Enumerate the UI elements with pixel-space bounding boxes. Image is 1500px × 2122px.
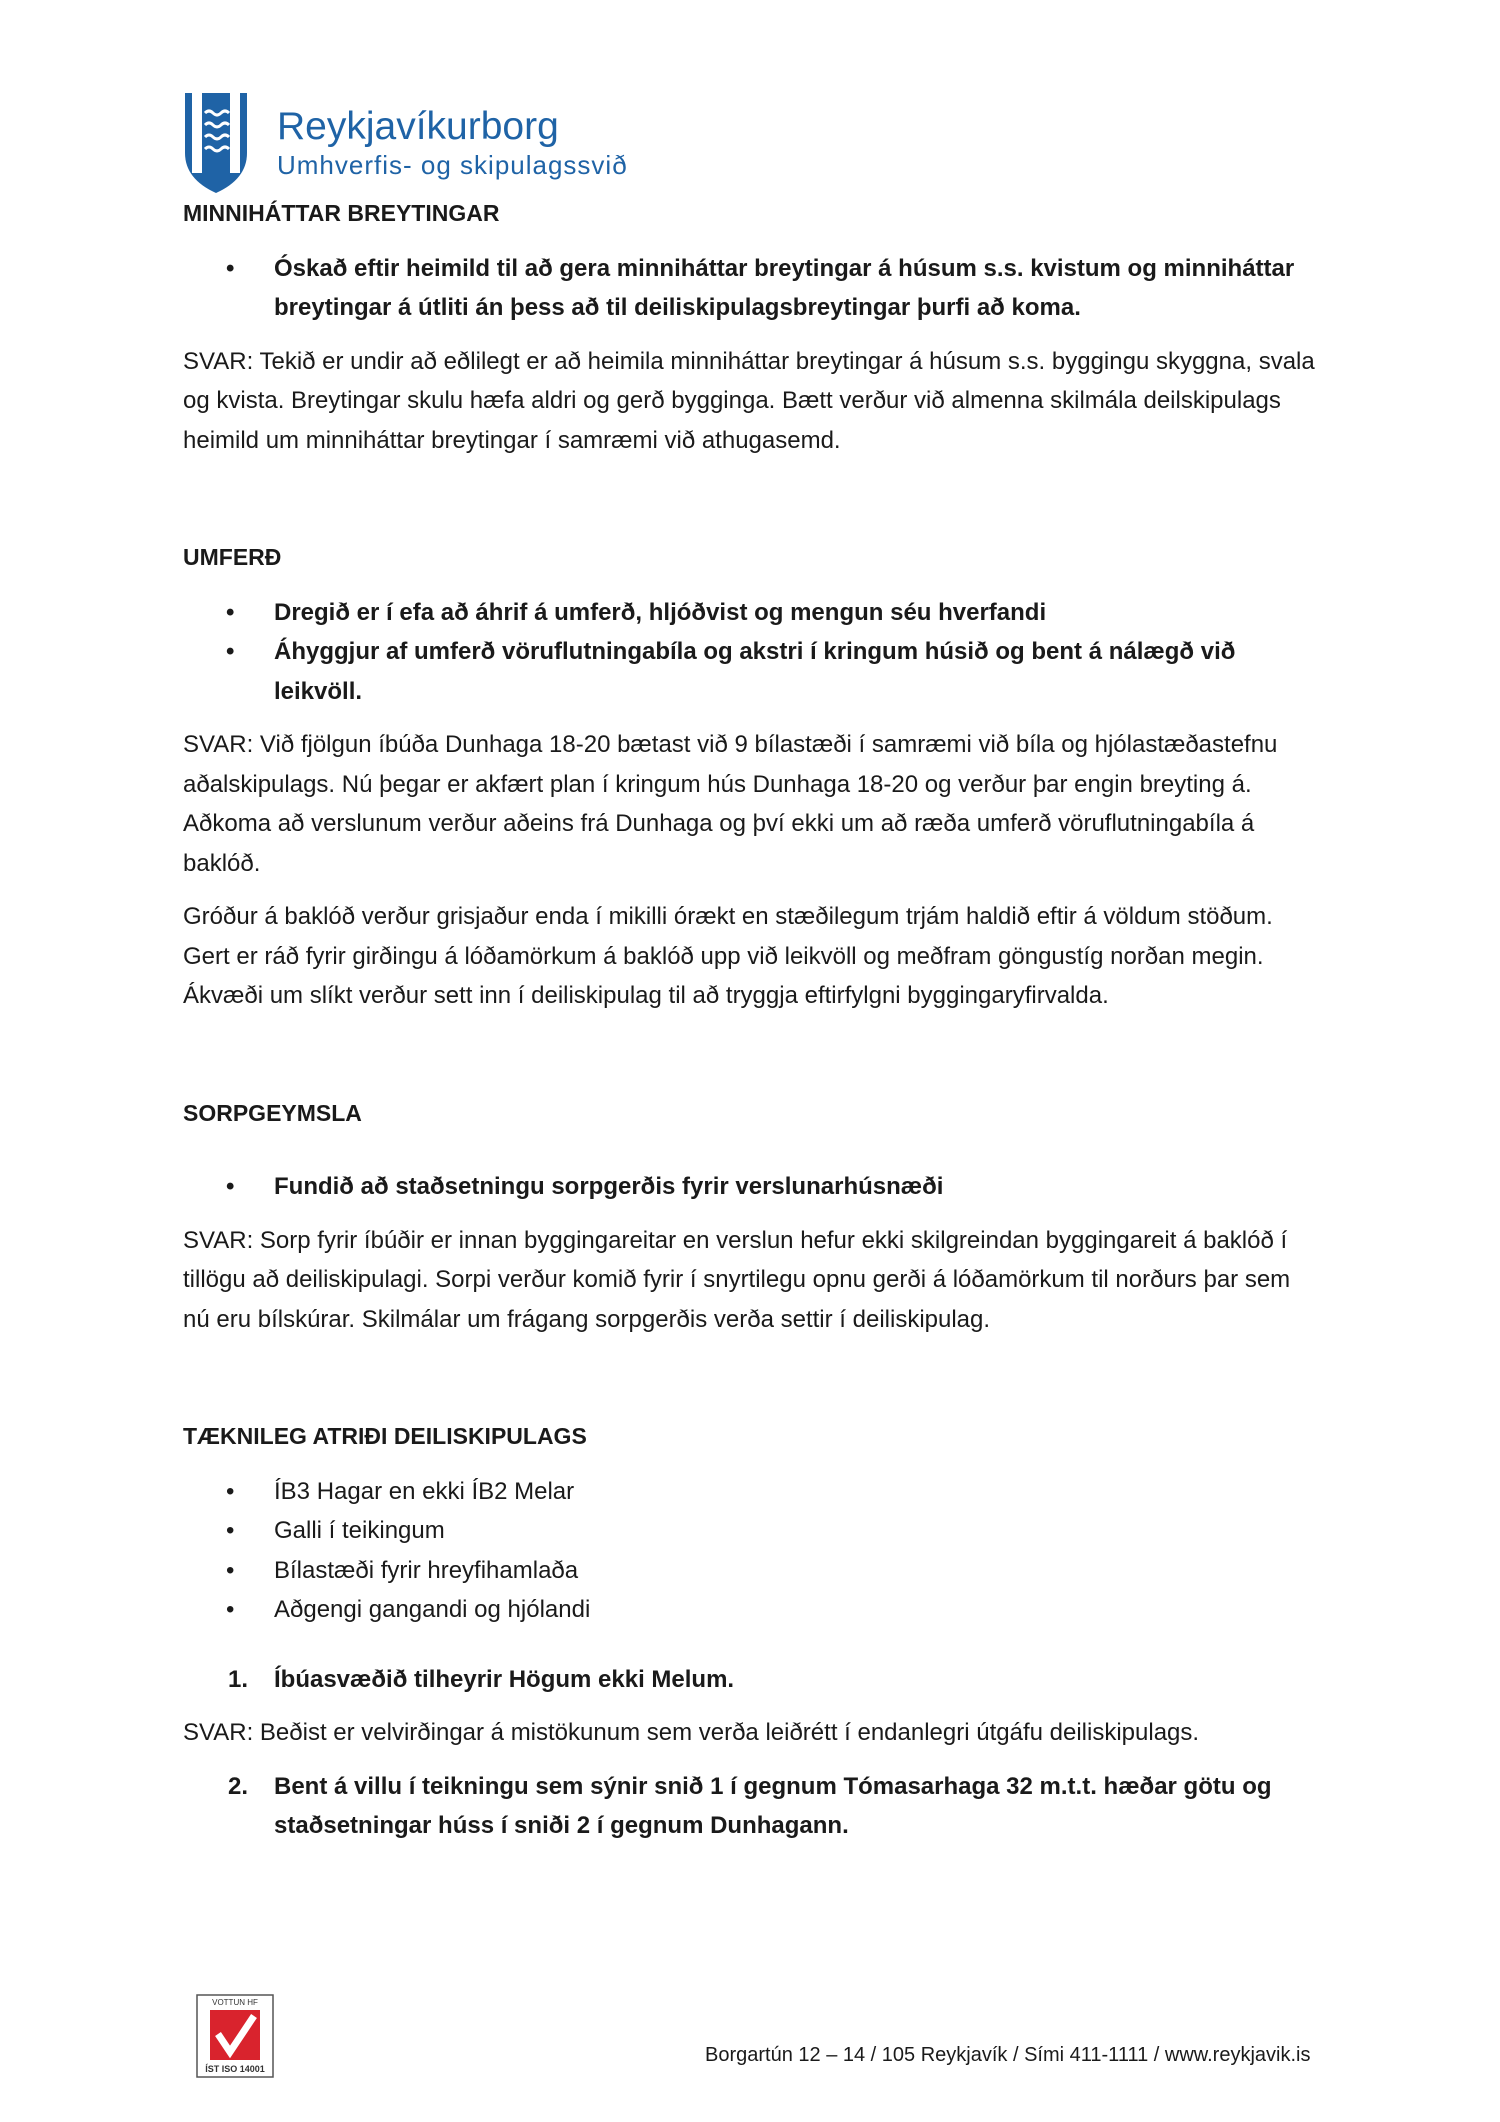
- answer-text: SVAR: Beðist er velvirðingar á mistökunum sem verða leiðrétt í endanlegri útgáfu deiliskipulags.: [183, 1719, 1200, 1746]
- section-heading-traffic: UMFERÐ: [183, 544, 282, 570]
- technical-numbered-2: [183, 1767, 1323, 1846]
- bullet-item: • Dregið er í efa að áhrif á umferð, hljóðvist og mengun séu hverfandi: [183, 593, 1323, 633]
- cert-top-text: VOTTUN HF: [212, 1998, 258, 2007]
- document-body: [183, 194, 1323, 1846]
- answer-text: SVAR: Tekið er undir að eðlilegt er að heimila minniháttar breytingar á húsum s.s. byggingu skyggna, svala og kvista. Breytingar skulu hæfa aldri og gerð bygginga. Bætt verður við almenna skilmála deilskipulags heimild um minniháttar breytingar í samræmi við athugasemd.: [183, 347, 1315, 454]
- item-text: Íbúasvæðið tilheyrir Högum ekki Melum.: [274, 1665, 735, 1693]
- section-heading-waste: SORPGEYMSLA: [183, 1099, 362, 1126]
- bullet-item: • ÍB3 Hagar en ekki ÍB2 Melar: [183, 1472, 1323, 1512]
- item-text: Bent á villu í teikningu sem sýnir snið 1 í gegnum Tómasarhaga 32 m.t.t. hæðar götu og staðsetningar húss í sniði 2 í gegnum Dunhagann.: [274, 1772, 1272, 1839]
- bullet-item: • Aðgengi gangandi og hjólandi: [183, 1590, 1323, 1630]
- answer-text: Gróður á baklóð verður grisjaður enda í mikilli órækt en stæðilegum trjám haldið eftir á völdum stöðum. Gert er ráð fyrir girðingu á lóðamörkum á baklóð upp við leikvöll og meðfram göngustíg norðan megin. Ákvæði um slíkt verður sett inn í deiliskipulag til að tryggja eftirfylgni byggingaryfirvalda.: [183, 903, 1273, 1009]
- org-name: Reykjavíkurborg: [277, 104, 559, 148]
- section-heading-minor: MINNIHÁTTAR BREYTINGAR: [183, 200, 500, 226]
- letterhead: [183, 90, 628, 195]
- waste-bullets: [183, 1167, 1323, 1207]
- reykjavik-crest-icon: [183, 91, 249, 195]
- footer-address: Borgartún 12 – 14 / 105 Reykjavík / Sími 411-1111 / www.reykjavik.is: [705, 2044, 1311, 2066]
- bullet-item: • Galli í teikingum: [183, 1511, 1323, 1551]
- item-number: 2.: [228, 1772, 249, 1800]
- technical-bullets: [183, 1472, 1323, 1630]
- minor-bullets: [183, 249, 1323, 328]
- bullet-item: • Áhyggjur af umferð vöruflutningabíla og akstri í kringum húsið og bent á nálægð við leikvöll.: [183, 632, 1323, 711]
- answer-text: SVAR: Við fjölgun íbúða Dunhaga 18-20 bætast við 9 bílastæði í samræmi við bíla og hjólastæðastefnu aðalskipulags. Nú þegar er akfært plan í kringum hús Dunhaga 18-20 og verður þar engin breyting á. Aðkoma að verslunum verður aðeins frá Dunhaga og því ekki um að ræða umferð vöruflutningabíla á baklóð.: [183, 731, 1278, 877]
- division-name: Umhverfis- og skipulagssvið: [277, 149, 628, 180]
- cert-bottom-text: ÍST ISO 14001: [205, 2064, 265, 2074]
- technical-numbered-1: [183, 1660, 1323, 1700]
- traffic-bullets: [183, 593, 1323, 712]
- answer-text: SVAR: Sorp fyrir íbúðir er innan byggingareitar en verslun hefur ekki skilgreindan byggingareit á baklóð í tillögu að deiliskipulagi. Sorpi verður komið fyrir í snyrtilegu opnu gerði á lóðamörkum til norðurs þar sem nú eru bílskúrar. Skilmálar um frágang sorpgerðis verða settir í deiliskipulag.: [183, 1226, 1291, 1333]
- bullet-item: • Óskað eftir heimild til að gera minniháttar breytingar á húsum s.s. kvistum og minniháttar breytingar á útliti án þess að til deiliskipulagsbreytingar þurfi að koma.: [183, 249, 1323, 328]
- item-number: 1.: [228, 1665, 249, 1693]
- bullet-item: • Fundið að staðsetningu sorpgerðis fyrir verslunarhúsnæði: [183, 1167, 1323, 1207]
- iso-certification-icon: [196, 1994, 274, 2078]
- numbered-item: [183, 1767, 1323, 1846]
- bullet-item: • Bílastæði fyrir hreyfihamlaða: [183, 1551, 1323, 1591]
- numbered-item: [183, 1660, 1323, 1700]
- section-heading-technical: TÆKNILEG ATRIÐI DEILISKIPULAGS: [183, 1423, 587, 1449]
